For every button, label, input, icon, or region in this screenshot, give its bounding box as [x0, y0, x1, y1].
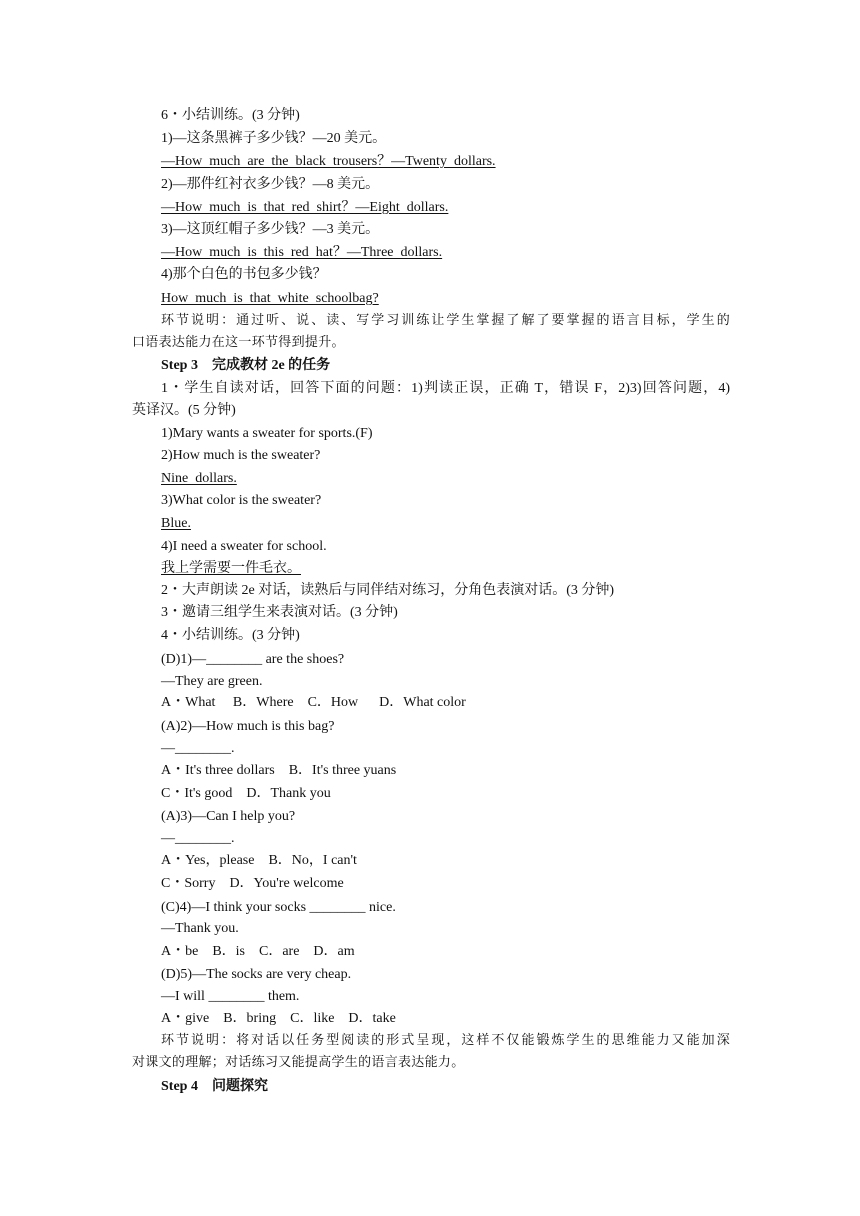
quiz-question: (A)2)—How much is this bag? — [161, 719, 335, 734]
task-instruction: 2・大声朗读 2e 对话，读熟后与同伴结对练习，分角色表演对话。(3 分钟) — [161, 583, 615, 598]
section-heading-summary-practice: 6・小结训练。(3 分钟) — [161, 108, 300, 123]
exercise-answer: —How much is that red shirt？—Eight dollars. — [161, 200, 449, 215]
quiz-question: (D)5)—The socks are very cheap. — [161, 967, 352, 982]
quiz-options: A・Yes，please B．No，I can't — [161, 853, 357, 868]
exercise-item: 3)—这顶红帽子多少钱？—3 美元。 — [161, 222, 380, 237]
task-instruction: 3・邀请三组学生来表演对话。(3 分钟) — [161, 605, 398, 620]
question-item: 1)Mary wants a sweater for sports.(F) — [161, 426, 373, 441]
task-instruction: 4・小结训练。(3 分钟) — [161, 628, 300, 643]
quiz-options: A・It's three dollars B．It's three yuans — [161, 763, 397, 778]
quiz-response: —Thank you. — [161, 921, 239, 936]
quiz-response: —________. — [161, 831, 235, 846]
exercise-item: 4)那个白色的书包多少钱？ — [161, 267, 327, 282]
quiz-options: A・give B．bring C．like D．take — [161, 1011, 396, 1026]
exercise-answer: —How much is this red hat？—Three dollars. — [161, 245, 443, 260]
quiz-options: C・Sorry D．You're welcome — [161, 876, 344, 891]
question-answer: 我上学需要一件毛衣。 — [161, 561, 301, 576]
section-note-continued: 对课文的理解；对话练习又能提高学生的语言表达能力。 — [132, 1055, 465, 1070]
step-heading: Step 3 完成教材 2e 的任务 — [161, 358, 331, 373]
exercise-item: 2)—那件红衬衣多少钱？—8 美元。 — [161, 177, 380, 192]
question-item: 2)How much is the sweater? — [161, 448, 321, 463]
exercise-answer: How much is that white schoolbag? — [161, 291, 379, 306]
section-note-continued: 口语表达能力在这一环节得到提升。 — [132, 335, 345, 350]
quiz-question: (D)1)—________ are the shoes? — [161, 652, 345, 667]
exercise-answer: —How much are the black trousers？—Twenty dollars. — [161, 154, 496, 169]
task-instruction-continued: 英译汉。(5 分钟) — [132, 403, 236, 418]
exercise-item: 1)—这条黑裤子多少钱？—20 美元。 — [161, 131, 387, 146]
quiz-options: C・It's good D．Thank you — [161, 786, 331, 801]
quiz-question: (C)4)—I think your socks ________ nice. — [161, 900, 396, 915]
quiz-question: (A)3)—Can I help you? — [161, 809, 296, 824]
question-item: 3)What color is the sweater? — [161, 493, 322, 508]
question-answer: Nine dollars. — [161, 471, 237, 486]
step-heading: Step 4 问题探究 — [161, 1079, 268, 1094]
quiz-response: —They are green. — [161, 674, 263, 689]
question-item: 4)I need a sweater for school. — [161, 539, 327, 554]
section-note: 环节说明：通过听、说、读、写学习训练让学生掌握了解了要掌握的语言目标，学生的 — [161, 313, 730, 328]
quiz-response: —________. — [161, 741, 235, 756]
quiz-options: A・What B．Where C．How D．What color — [161, 695, 466, 710]
quiz-response: —I will ________ them. — [161, 989, 300, 1004]
section-note: 环节说明：将对话以任务型阅读的形式呈现，这样不仅能锻炼学生的思维能力又能加深 — [161, 1033, 730, 1048]
quiz-options: A・be B．is C．are D．am — [161, 944, 355, 959]
question-answer: Blue. — [161, 516, 191, 531]
task-instruction: 1・学生自读对话，回答下面的问题：1)判读正误，正确 T，错误 F，2)3)回答问题，4) — [161, 381, 730, 396]
